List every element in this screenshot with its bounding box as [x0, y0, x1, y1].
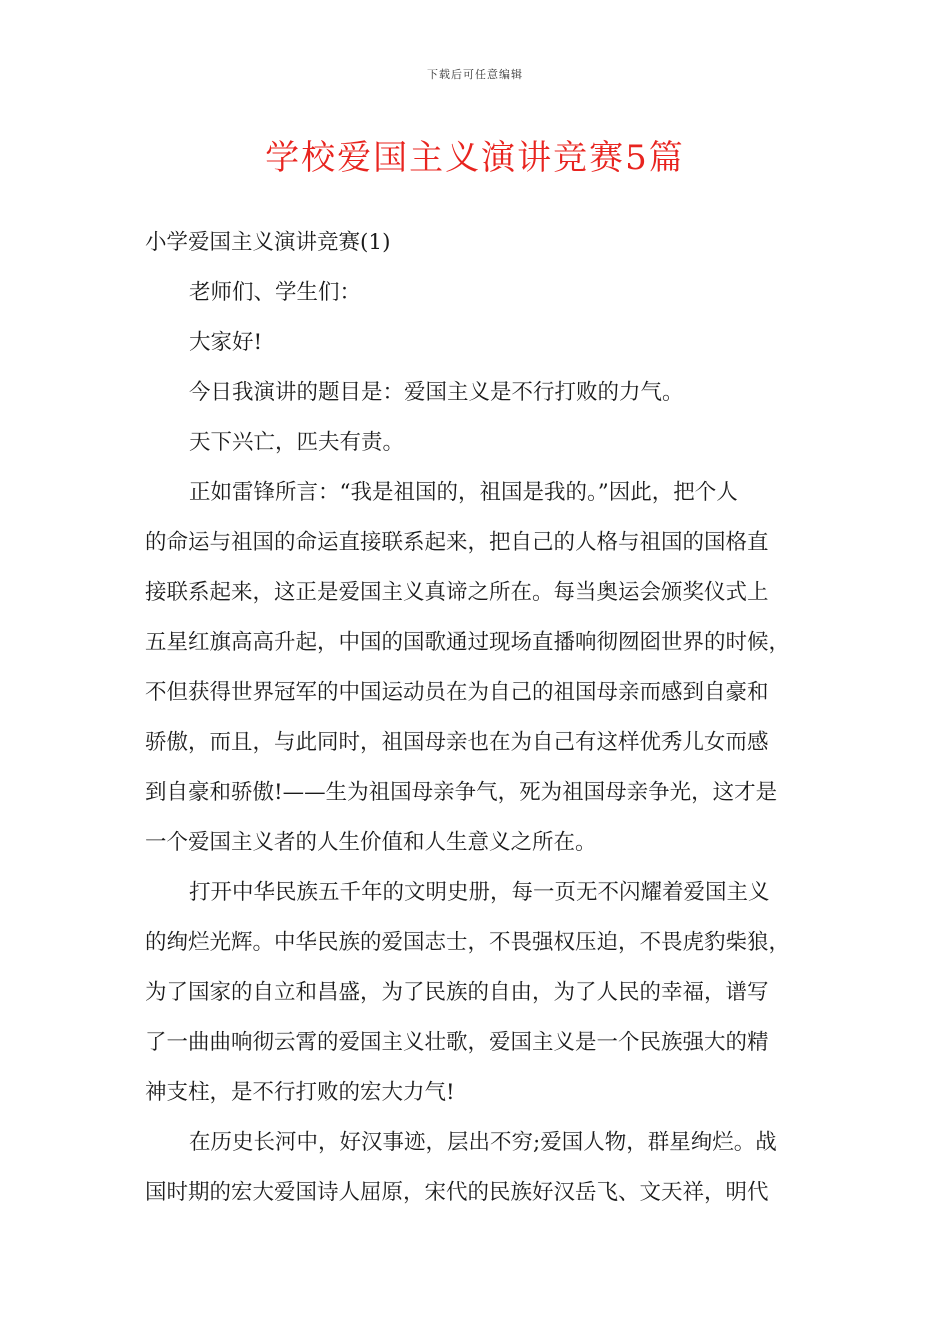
paragraph-civilization — [145, 868, 810, 1118]
header-note: 下载后可任意编辑 — [427, 68, 523, 81]
body-line: 一个爱国主义者的人生价值和人生意义之所在。 — [145, 830, 597, 855]
body-line: 打开中华民族五千年的文明史册，每一页无不闪耀着爱国主义 — [189, 880, 770, 905]
body-line: 神支柱，是不行打败的宏大力气! — [145, 1080, 455, 1105]
body-line: 在历史长河中，好汉事迹，层出不穷;爱国人物，群星绚烂。战 — [189, 1130, 777, 1155]
document-title: 学校爱国主义演讲竞赛5篇 — [265, 138, 685, 178]
body-line: 的绚烂光辉。中华民族的爱国志士，不畏强权压迫，不畏虎豹柴狼， — [145, 930, 791, 955]
proverb-paragraph: 天下兴亡，匹夫有责。 — [189, 430, 405, 455]
paragraph-lei-feng — [145, 468, 810, 868]
body-line: 不但获得世界冠军的中国运动员在为自己的祖国母亲而感到自豪和 — [145, 680, 769, 705]
topic-paragraph: 今日我演讲的题目是：爱国主义是不行打败的力气。 — [189, 380, 684, 405]
hello-paragraph: 大家好! — [189, 330, 263, 355]
body-line: 国时期的宏大爱国诗人屈原，宋代的民族好汉岳飞、文天祥，明代 — [145, 1180, 769, 1205]
body-line: 骄傲，而且，与此同时，祖国母亲也在为自己有这样优秀儿女而感 — [145, 730, 769, 755]
body-line: 五星红旗高高升起，中国的国歌通过现场直播响彻囫囵世界的时候， — [145, 630, 791, 655]
body-line: 正如雷锋所言：“我是祖国的，祖国是我的。”因此，把个人 — [189, 480, 738, 505]
greeting-paragraph: 老师们、学生们： — [189, 280, 362, 305]
body-line: 的命运与祖国的命运直接联系起来，把自己的人格与祖国的国格直 — [145, 530, 769, 555]
document-body — [145, 218, 810, 1218]
body-line: 到自豪和骄傲!——生为祖国母亲争气，死为祖国母亲争光，这才是 — [145, 780, 778, 805]
body-line: 为了国家的自立和昌盛，为了民族的自由，为了人民的幸福，谱写 — [145, 980, 769, 1005]
body-line: 接联系起来，这正是爱国主义真谛之所在。每当奥运会颁奖仪式上 — [145, 580, 769, 605]
body-line: 了一曲曲响彻云霄的爱国主义壮歌，爱国主义是一个民族强大的精 — [145, 1030, 769, 1055]
paragraph-history — [145, 1118, 810, 1218]
subheading: 小学爱国主义演讲竞赛(1) — [145, 230, 391, 255]
